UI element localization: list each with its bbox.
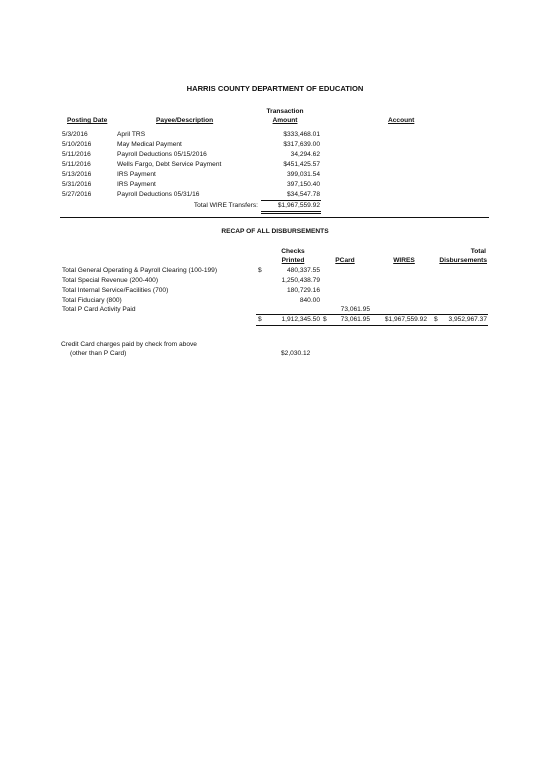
- row-amount: 397,150.40: [286, 181, 320, 188]
- section-divider: [60, 217, 489, 218]
- double-rule-top: [261, 211, 321, 212]
- totals-pcard-dollar: $: [323, 316, 327, 323]
- recap-row-checks: 480,337.55: [286, 267, 320, 274]
- row-amount: $34,547.78: [286, 191, 320, 198]
- header-payee: Payee/Description: [156, 117, 214, 124]
- recap-row-label: Total P Card Activity Paid: [62, 306, 136, 313]
- row-date: 5/27/2016: [62, 191, 92, 198]
- header-amount-top: Transaction: [266, 108, 304, 115]
- row-payee: Payroll Deductions 05/31/16: [117, 191, 200, 198]
- row-payee: IRS Payment: [117, 181, 156, 188]
- recap-row-label: Total Special Revenue (200-400): [62, 277, 159, 284]
- row-amount: $451,425.57: [283, 161, 320, 168]
- totals-checks-dollar: $: [258, 316, 262, 323]
- credit-card-note-sub: (other than P Card): [70, 350, 127, 357]
- row-payee: Wells Fargo, Debt Service Payment: [117, 161, 222, 168]
- header-checks-bottom: Printed: [281, 257, 305, 264]
- recap-title: RECAP OF ALL DISBURSEMENTS: [221, 228, 329, 235]
- totals-total: 3,952,967.37: [448, 316, 487, 323]
- page-title: HARRIS COUNTY DEPARTMENT OF EDUCATION: [186, 84, 364, 93]
- subtotal-rule: [261, 200, 321, 201]
- header-posting-date: Posting Date: [67, 117, 108, 124]
- recap-row-checks: 840.00: [299, 297, 320, 304]
- recap-total-rule-top: [256, 314, 488, 315]
- row-payee: May Medical Payment: [117, 141, 182, 148]
- totals-total-dollar: $: [434, 316, 438, 323]
- recap-row-label: Total Fiduciary (800): [62, 297, 122, 304]
- row-date: 5/10/2016: [62, 141, 92, 148]
- header-account: Account: [388, 117, 415, 124]
- credit-card-note: Credit Card charges paid by check from above: [61, 341, 197, 348]
- totals-pcard: 73,061.95: [340, 316, 370, 323]
- totals-wires: $1,967,559.92: [384, 316, 427, 323]
- row-date: 5/11/2016: [62, 161, 91, 168]
- row-date: 5/13/2016: [62, 171, 92, 178]
- credit-card-amount: $2,030.12: [281, 350, 311, 357]
- row-amount: 399,031.54: [286, 171, 320, 178]
- total-wire-label: Total WIRE Transfers:: [193, 202, 258, 209]
- double-rule-bottom: [261, 213, 321, 214]
- row-amount: 34,294.62: [290, 151, 320, 158]
- header-amount-bottom: Amount: [272, 117, 298, 124]
- header-total-top: Total: [470, 248, 486, 255]
- row-payee: Payroll Deductions 05/15/2016: [117, 151, 207, 158]
- header-wires: WIRES: [393, 257, 415, 264]
- recap-row-checks: 180,729.16: [286, 287, 320, 294]
- totals-checks: 1,912,345.50: [281, 316, 320, 323]
- recap-row-checks: 1,250,438.79: [281, 277, 320, 284]
- row-date: 5/31/2016: [62, 181, 92, 188]
- total-wire-amount: $1,967,559.92: [277, 202, 320, 209]
- header-checks-top: Checks: [281, 248, 305, 255]
- row-payee: IRS Payment: [117, 171, 156, 178]
- row-amount: $333,468.01: [283, 131, 320, 138]
- row-date: 5/3/2016: [62, 131, 88, 138]
- recap-row-dollar: $: [258, 267, 262, 274]
- row-amount: $317,639.00: [283, 141, 320, 148]
- row-date: 5/11/2016: [62, 151, 91, 158]
- row-payee: April TRS: [117, 131, 146, 138]
- header-pcard: PCard: [335, 257, 355, 264]
- header-total-bottom: Disbursements: [439, 257, 487, 264]
- recap-row-pcard: 73,061.95: [340, 306, 370, 313]
- recap-row-label: Total Internal Service/Facilities (700): [62, 287, 169, 294]
- recap-row-label: Total General Operating & Payroll Clearing (100-199): [62, 267, 218, 274]
- recap-total-rule-bottom: [256, 325, 488, 326]
